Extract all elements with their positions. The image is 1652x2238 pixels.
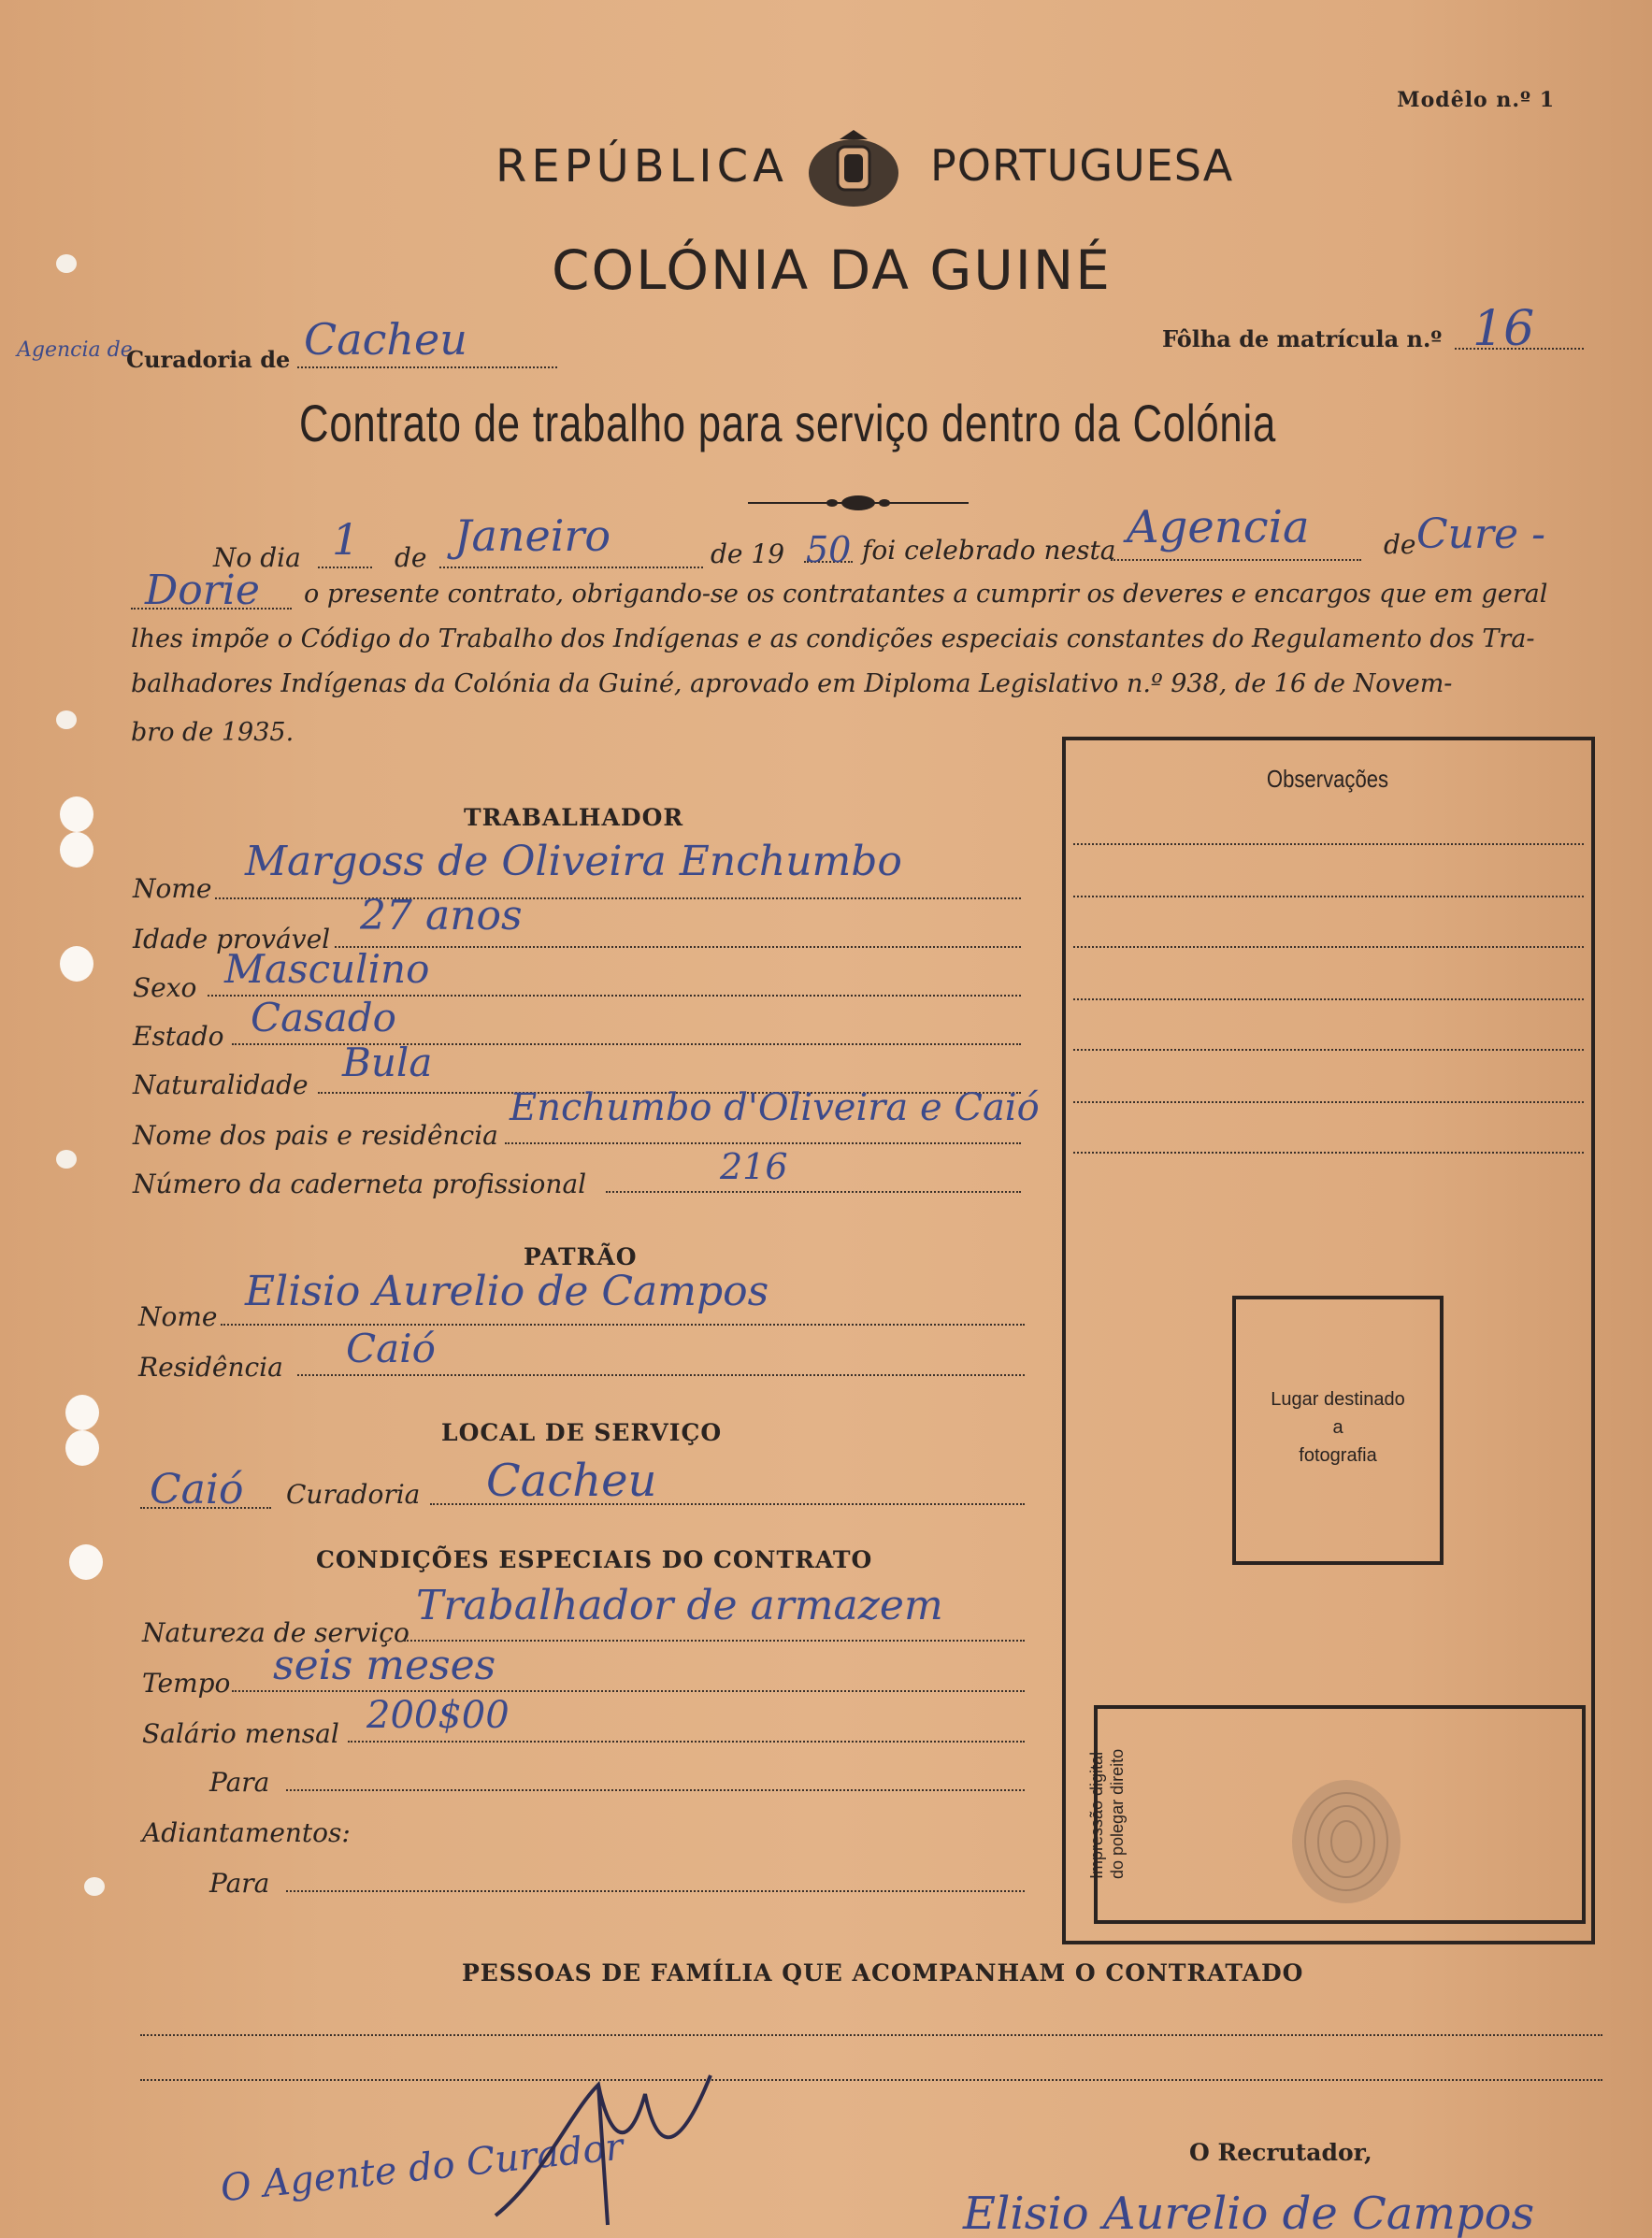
- de-label-1: de: [395, 542, 427, 573]
- idade-label: Idade provável: [133, 924, 331, 954]
- natureza-line: [404, 1640, 1025, 1642]
- residencia-line: [297, 1374, 1025, 1376]
- natureza-value: Trabalhador de armazem: [416, 1582, 943, 1629]
- pais-line: [505, 1142, 1021, 1144]
- punch-notch: [56, 710, 77, 729]
- photo-text-1: Lugar destinado: [1271, 1389, 1405, 1410]
- tempo-line: [232, 1690, 1025, 1692]
- naturalidade-label: Naturalidade: [133, 1069, 309, 1100]
- local2-value: Cure -: [1416, 510, 1545, 558]
- familia-line: [140, 2079, 1602, 2081]
- agente-signature-icon: [486, 2057, 748, 2234]
- coat-of-arms-icon: [802, 126, 905, 215]
- punch-hole: [69, 1544, 103, 1580]
- condicoes-heading: CONDIÇÕES ESPECIAIS DO CONTRATO: [316, 1546, 873, 1573]
- observacoes-heading: Observações: [1266, 765, 1389, 793]
- observacoes-line: [1073, 946, 1584, 948]
- sexo-label: Sexo: [133, 972, 197, 1003]
- caderneta-label: Número da caderneta profissional: [133, 1169, 587, 1199]
- naturalidade-value: Bula: [342, 1040, 433, 1085]
- observacoes-line: [1073, 1152, 1584, 1154]
- no-dia-label: No dia: [213, 542, 301, 573]
- local-line: [1111, 559, 1361, 561]
- photo-placeholder: [1236, 1385, 1440, 1470]
- familia-line: [140, 2034, 1602, 2036]
- foi-celebrado-label: foi celebrado nesta: [862, 535, 1116, 566]
- para-label-2: Para: [209, 1868, 270, 1899]
- tempo-label: Tempo: [142, 1668, 231, 1699]
- punch-hole: [60, 832, 93, 868]
- intro-text-1: o presente contrato, obrigando-se os contratantes a cumprir os deveres e encargos que em geral: [304, 580, 1548, 609]
- caderneta-value: 216: [720, 1146, 788, 1187]
- para-label-1: Para: [209, 1767, 270, 1798]
- idade-line: [335, 946, 1021, 948]
- mes-value: Janeiro: [454, 510, 611, 561]
- observacoes-line: [1073, 896, 1584, 897]
- de-ano-label: de 19: [711, 538, 785, 569]
- model-number: Modêlo n.º 1: [1397, 88, 1555, 112]
- trabalhador-heading: TRABALHADOR: [464, 804, 684, 831]
- idade-value: 27 anos: [360, 892, 523, 940]
- pais-value: Enchumbo d'Oliveira e Caió: [510, 1086, 1040, 1129]
- punch-notch: [56, 1150, 77, 1169]
- caderneta-line: [606, 1191, 1021, 1193]
- colonia-title: COLÓNIA DA GUINÉ: [552, 238, 1112, 302]
- para-line-2: [286, 1890, 1025, 1892]
- local-servico-value: Caió: [150, 1466, 244, 1514]
- curadoria-prefix-handwritten: Agencia de: [17, 338, 133, 362]
- ornament-divider: [748, 491, 969, 515]
- punch-hole: [60, 796, 93, 832]
- republica-left: REPÚBLICA: [496, 140, 788, 193]
- estado-label: Estado: [133, 1021, 224, 1052]
- intro-text-3: balhadores Indígenas da Colónia da Guiné, aprovado em Diploma Legislativo n.º 938, de 16 de Novem-: [131, 669, 1453, 698]
- mes-line: [439, 567, 703, 568]
- observacoes-line: [1073, 843, 1584, 845]
- punch-hole: [60, 946, 93, 982]
- pais-label: Nome dos pais e residência: [133, 1120, 498, 1151]
- punch-hole: [65, 1430, 99, 1466]
- local-value: Agencia: [1127, 501, 1310, 553]
- residencia-value: Caió: [346, 1326, 436, 1371]
- curadoria-label: Curadoria de: [126, 346, 291, 373]
- curadoria-line: [297, 366, 557, 368]
- agente-signature-label: O Agente do Curador: [218, 2125, 625, 2211]
- curadoria-value: Cacheu: [304, 314, 467, 365]
- intro-text-2: lhes impõe o Código do Trabalho dos Indígenas e as condições especiais constantes do Regulamento dos Tra-: [131, 624, 1535, 653]
- sexo-value: Masculino: [224, 946, 430, 992]
- folha-value: 16: [1472, 301, 1535, 357]
- salario-value: 200$00: [366, 1694, 510, 1737]
- thumbprint-label: [1086, 1683, 1128, 1879]
- salario-label: Salário mensal: [142, 1718, 339, 1749]
- republica-right: PORTUGUESA: [930, 140, 1234, 191]
- patrao-nome-label: Nome: [138, 1301, 218, 1332]
- dia-line: [318, 567, 372, 568]
- patrao-nome-line: [221, 1324, 1025, 1326]
- familia-heading: PESSOAS DE FAMÍLIA QUE ACOMPANHAM O CONTRATADO: [462, 1959, 1304, 1987]
- natureza-label: Natureza de serviço: [142, 1617, 409, 1648]
- local3-value: Dorie: [145, 567, 260, 614]
- contract-title: Contrato de trabalho para serviço dentro da Colónia: [299, 394, 1277, 452]
- tempo-value: seis meses: [273, 1642, 496, 1689]
- fingerprint-icon: [1281, 1772, 1412, 1912]
- local-heading: LOCAL DE SERVIÇO: [441, 1419, 723, 1446]
- residencia-label: Residência: [138, 1352, 283, 1383]
- adiantamentos-label: Adiantamentos:: [142, 1817, 351, 1848]
- para-line-1: [286, 1789, 1025, 1791]
- dia-value: 1: [332, 514, 360, 565]
- photo-text-2: a: [1332, 1417, 1343, 1438]
- ano-value: 50: [806, 529, 852, 570]
- thumb-text-2: do polegar direito: [1108, 1748, 1127, 1879]
- thumb-text-1: Impressão digital: [1087, 1751, 1106, 1879]
- recrutador-label: O Recrutador,: [1189, 2139, 1372, 2166]
- local-curadoria-value: Cacheu: [486, 1455, 657, 1507]
- local-curadoria-label: Curadoria: [286, 1479, 421, 1510]
- observacoes-line: [1073, 1101, 1584, 1103]
- observacoes-line: [1073, 1049, 1584, 1051]
- recrutador-signature: Elisio Aurelio de Campos: [963, 2188, 1535, 2238]
- trab-nome-value: Margoss de Oliveira Enchumbo: [245, 838, 902, 885]
- patrao-nome-value: Elisio Aurelio de Campos: [245, 1268, 769, 1315]
- intro-text-4: bro de 1935.: [131, 718, 294, 747]
- estado-value: Casado: [251, 995, 396, 1040]
- punch-hole: [65, 1395, 99, 1430]
- folha-label: Fôlha de matrícula n.º: [1162, 325, 1443, 352]
- observacoes-line: [1073, 998, 1584, 1000]
- photo-text-3: fotografia: [1299, 1445, 1377, 1466]
- patrao-heading: PATRÃO: [524, 1243, 638, 1270]
- salario-line: [348, 1741, 1025, 1743]
- trab-nome-line: [215, 897, 1021, 899]
- trab-nome-label: Nome: [133, 873, 212, 904]
- punch-notch: [56, 254, 77, 273]
- de-label-2: de: [1384, 529, 1416, 560]
- punch-notch: [84, 1877, 105, 1896]
